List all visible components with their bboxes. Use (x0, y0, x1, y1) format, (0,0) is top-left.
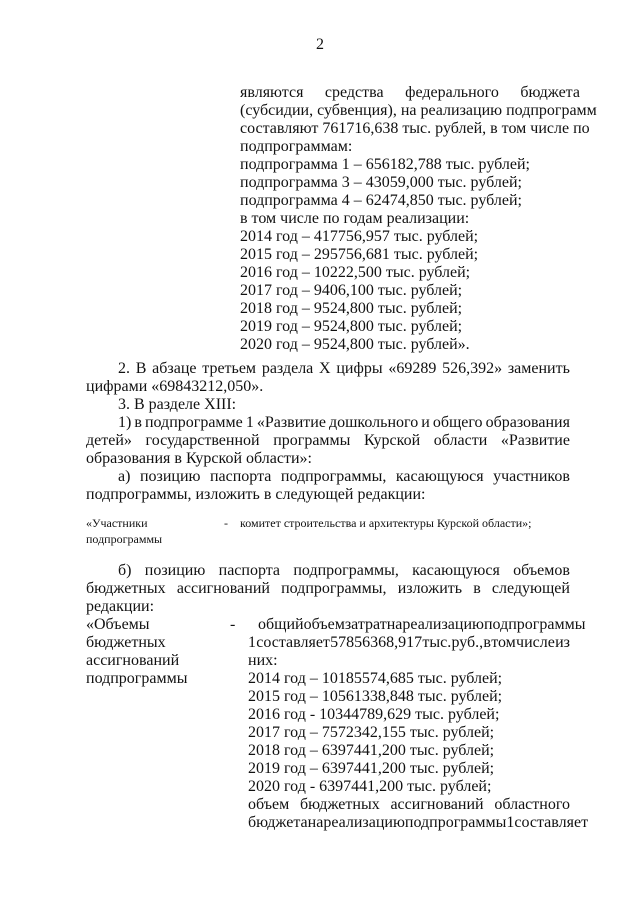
volumes-line-2: них: (248, 652, 278, 669)
top-line-7: в том числе по годам реализации: (240, 210, 470, 227)
item2-line2: цифрами «69843212,050». (86, 378, 264, 395)
top-line-2: составляют 761716,638 тыс. рублей, в том числе по (240, 120, 590, 137)
participants-label-line2: подпрограммы (86, 532, 163, 546)
volumes-label-line4: подпрограммы (86, 670, 188, 687)
volumes-dash: - (230, 616, 236, 633)
top-line-11: 2017 год – 9406,100 тыс. рублей; (240, 282, 463, 299)
top-line-5: подпрограмма 3 – 43059,000 тыс. рублей; (240, 174, 522, 191)
item3-sub1-line1: 1) в подпрограмме 1 «Развитие дошкольного и общего образования (118, 414, 570, 431)
top-line-9: 2015 год – 295756,681 тыс. рублей; (240, 246, 479, 263)
volumes-line-11: бюджета на реализацию подпрограммы 1 составляет (248, 814, 589, 831)
participants-dash: - (224, 516, 228, 530)
top-line-10: 2016 год – 10222,500 тыс. рублей; (240, 264, 471, 281)
b-line3: редакции: (86, 598, 155, 615)
item2-line1: 2. В абзаце третьем раздела X цифры «69289 526,392» заменить (118, 360, 570, 377)
top-line-6: подпрограмма 4 – 62474,850 тыс. рублей; (240, 192, 522, 209)
top-line-3: подпрограммам: (240, 138, 353, 155)
top-line-8: 2014 год – 417756,957 тыс. рублей; (240, 228, 479, 245)
b-line1: б) позицию паспорта подпрограммы, касающуюся объемов (118, 562, 570, 579)
volumes-line-3: 2014 год – 10185574,685 тыс. рублей; (248, 670, 503, 687)
item3-a-line2: подпрограммы, изложить в следующей редакции: (86, 486, 426, 503)
top-line-14: 2020 год – 9524,800 тыс. рублей». (240, 336, 470, 353)
item3-heading: 3. В разделе XIII: (118, 396, 237, 413)
volumes-line-6: 2017 год – 7572342,155 тыс. рублей; (248, 724, 495, 741)
b-line2: бюджетных ассигнований подпрограммы, изложить в следующей (86, 580, 570, 597)
volumes-line-4: 2015 год – 10561338,848 тыс. рублей; (248, 688, 503, 705)
volumes-line-0: общий объем затрат на реализацию подпрограммы (258, 616, 586, 633)
top-line-4: подпрограмма 1 – 656182,788 тыс. рублей; (240, 156, 530, 173)
top-line-12: 2018 год – 9524,800 тыс. рублей; (240, 300, 463, 317)
volumes-line-7: 2018 год – 6397441,200 тыс. рублей; (248, 742, 495, 759)
volumes-line-9: 2020 год - 6397441,200 тыс. рублей; (248, 778, 492, 795)
top-line-0: являются средства федерального бюджета (240, 84, 580, 101)
volumes-line-1: 1 составляет 57856368,917 тыс. руб., в том числе из (248, 634, 570, 651)
volumes-label-line2: бюджетных (86, 634, 166, 651)
item3-sub1-line2: детей» государственной программы Курской области «Развитие (86, 432, 570, 449)
item3-sub1-line3: образования в Курской области»: (86, 450, 312, 467)
participants-value: комитет строительства и архитектуры Курской области»; (240, 516, 532, 530)
volumes-label-line1: «Объемы (86, 616, 150, 633)
top-line-1: (субсидии, субвенция), на реализацию подпрограмм (240, 102, 597, 119)
volumes-line-10: объем бюджетных ассигнований областного (248, 796, 570, 813)
volumes-line-5: 2016 год - 10344789,629 тыс. рублей; (248, 706, 500, 723)
participants-label-line1: «Участники (86, 516, 148, 530)
page-number: 2 (316, 36, 324, 53)
volumes-label-line3: ассигнований (86, 652, 180, 669)
volumes-line-8: 2019 год – 6397441,200 тыс. рублей; (248, 760, 495, 777)
top-line-13: 2019 год – 9524,800 тыс. рублей; (240, 318, 463, 335)
item3-a-line1: а) позицию паспорта подпрограммы, касающуюся участников (118, 468, 570, 485)
